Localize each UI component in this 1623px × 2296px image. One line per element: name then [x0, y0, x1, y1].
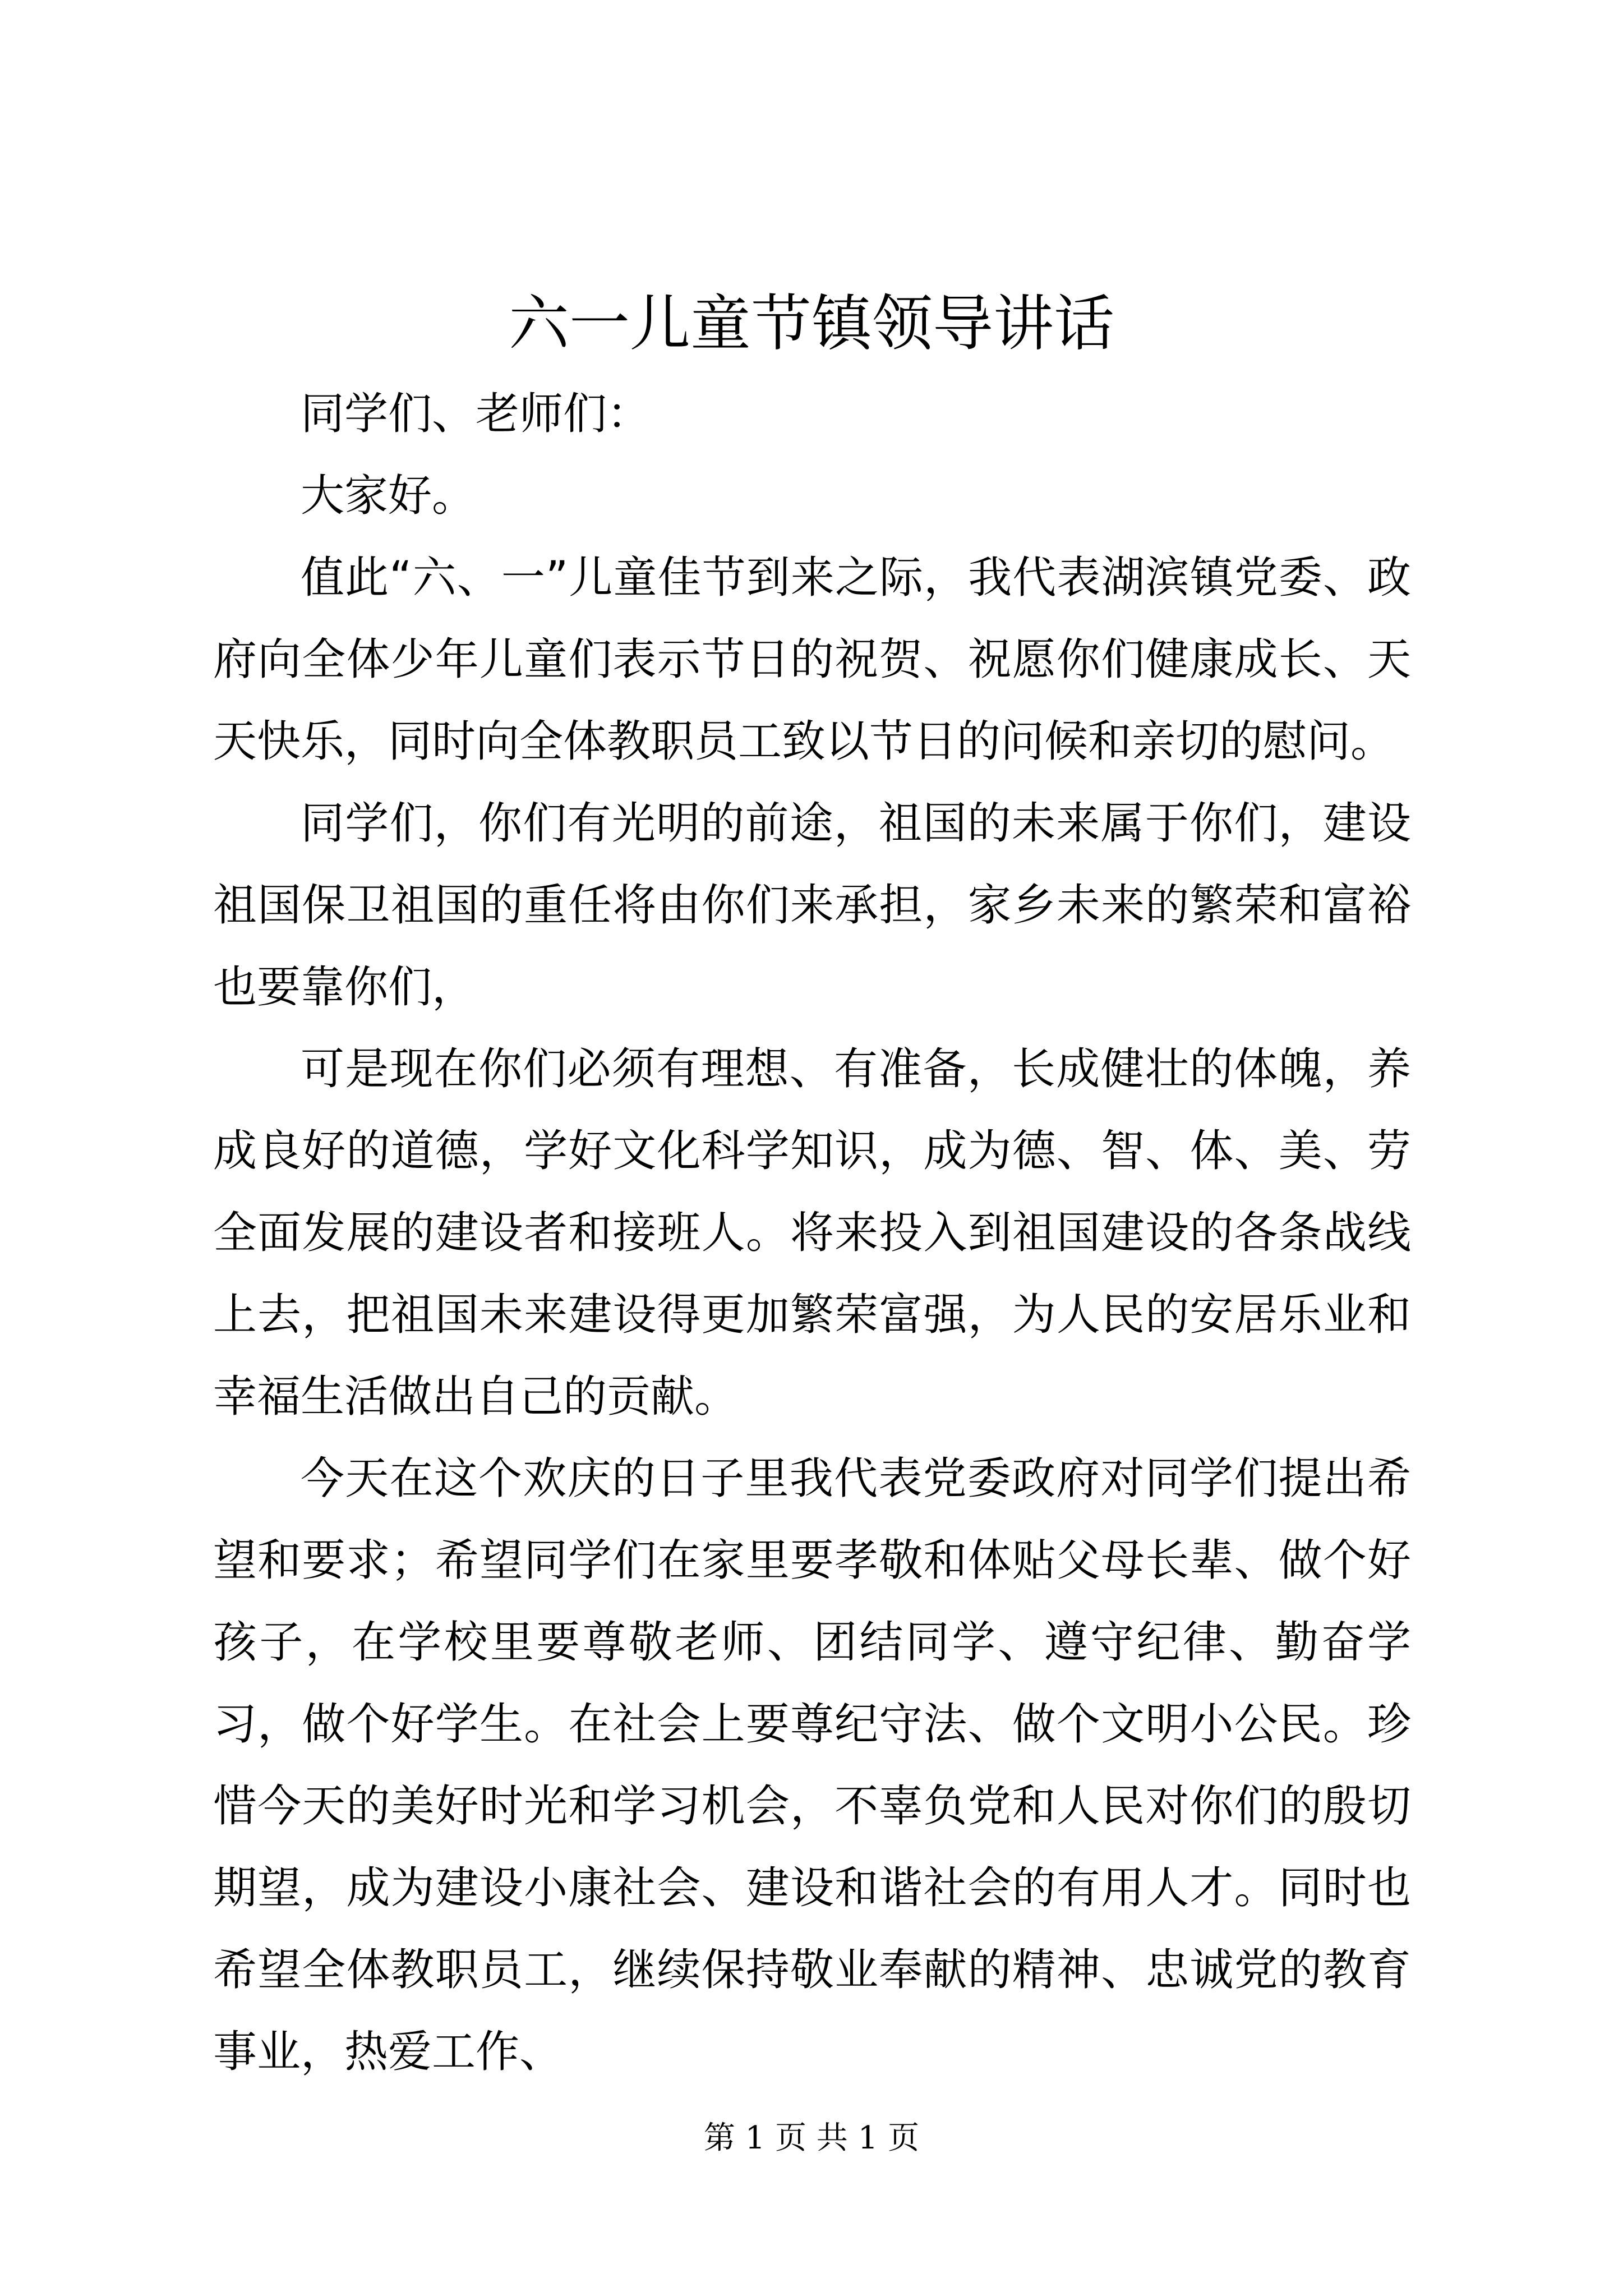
salutation: 同学们、老师们：: [301, 389, 651, 439]
paragraph: 可是现在你们必须有理想、有准备，长成健壮的体魄，养成良好的道德，学好文化科学知识，成为德、智、体、美、劳全面发展的建设者和接班人。将来投入到祖国建设的各条战线上去，把祖国未来建设得更加繁荣富强，为人民的安居乐业和幸福生活做出自己的贡献。: [213, 1044, 1411, 1422]
paragraph: 同学们，你们有光明的前途，祖国的未来属于你们，建设祖国保卫祖国的重任将由你们来承担，家乡未来的繁荣和富裕也要靠你们，: [213, 798, 1411, 1013]
greeting: 大家好。: [301, 471, 476, 521]
paragraph: 值此“六、一”儿童佳节到来之际，我代表湖滨镇党委、政府向全体少年儿童们表示节日的祝贺、祝愿你们健康成长、天天快乐，同时向全体教职员工致以节日的问候和亲切的慰问。: [213, 553, 1411, 767]
page-footer: 第 1 页 共 1 页: [703, 2120, 920, 2156]
document-title: 六一儿童节镇领导讲话: [508, 289, 1114, 359]
paragraph: 今天在这个欢庆的日子里我代表党委政府对同学们提出希望和要求；希望同学们在家里要孝敬和体贴父母长辈、做个好孩子，在学校里要尊敬老师、团结同学、遵守纪律、勤奋学习，做个好学生。在社会上要尊纪守法、做个文明小公民。珍惜今天的美好时光和学习机会，不辜负党和人民对你们的殷切期望，成为建设小康社会、建设和谐社会的有用人才。同时也希望全体教职员工，继续保持敬业奉献的精神、忠诚党的教育事业，热爱工作、: [213, 1453, 1411, 2077]
document-body: [213, 373, 1411, 2093]
